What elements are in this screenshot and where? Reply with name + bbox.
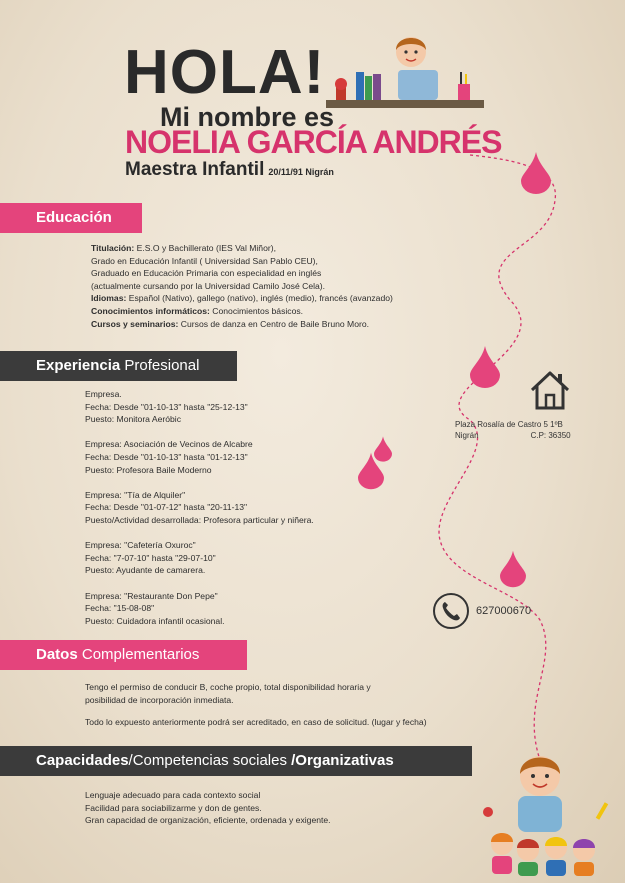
address-block	[455, 419, 571, 441]
teacher-kids-illustration	[480, 752, 620, 877]
pink-drop-icon	[500, 550, 526, 588]
birth-date-place: 20/11/91 Nigrán	[268, 167, 334, 177]
experience-list	[85, 388, 314, 627]
greeting-heading: HOLA!	[124, 38, 326, 107]
job-date: Fecha: Desde "01-10-13" hasta "25-12-13"	[85, 401, 248, 412]
experience-title-bold: Experiencia	[36, 357, 121, 374]
titulacion-label: Titulación:	[91, 243, 135, 253]
idiomas-label: Idiomas:	[91, 293, 127, 304]
address-line: Plaza Rosalía de Castro 5 1ºB	[455, 420, 563, 429]
job-company: Empresa: "Cafetería Oxuroc"	[85, 540, 196, 551]
titulacion-value: E.S.O y Bachillerato (IES Val Miñor),	[134, 243, 276, 253]
job-position: Puesto/Actividad desarrollada: Profesora particular y niñera.	[85, 514, 314, 525]
profession: Maestra Infantil	[125, 159, 265, 180]
job-entry	[85, 590, 314, 628]
job-company: Empresa.	[85, 389, 122, 399]
pink-drop-icon	[521, 152, 551, 194]
pink-drop-icon	[358, 452, 384, 490]
experience-title-rest: Profesional	[120, 357, 200, 374]
extra-details	[85, 681, 427, 729]
education-line: Graduado en Educación Primaria con especialidad en inglés	[91, 268, 322, 279]
informatica-value: Conocimientos básicos.	[209, 305, 304, 316]
skills-section-title	[0, 746, 472, 776]
intro-text: Mi nombre es	[160, 102, 335, 132]
home-icon	[528, 368, 572, 412]
skill-line: Gran capacidad de organización, eficiente, ordenada y exigente.	[85, 815, 331, 826]
job-company: Empresa: "Restaurante Don Pepe"	[85, 590, 218, 601]
experience-section-title	[0, 351, 237, 381]
idiomas-value: Español (Nativo), gallego (nativo), inglés (medio), francés (avanzado)	[126, 293, 393, 304]
extra-line: Todo lo expuesto anteriormente podrá ser acreditado, en caso de solicitud. (lugar y fecha)	[85, 717, 427, 728]
job-entry	[85, 388, 314, 426]
pink-drop-icon	[470, 346, 500, 388]
extra-title-bold: Datos	[36, 646, 78, 663]
phone-number: 627000670	[476, 605, 532, 617]
skill-line: Lenguaje adecuado para cada contexto social	[85, 790, 261, 800]
job-entry	[85, 489, 314, 527]
job-company: Empresa: "Tía de Alquiler"	[85, 489, 186, 500]
cursos-value: Cursos de danza en Centro de Baile Bruno Moro.	[178, 318, 370, 329]
informatica-label: Conocimientos informáticos:	[91, 305, 210, 316]
skills-title-b: /Competencias sociales	[128, 752, 292, 769]
job-date: Fecha: "15-08-08"	[85, 603, 155, 614]
job-position: Puesto: Profesora Baile Moderno	[85, 464, 212, 475]
address-city: Nigrán	[455, 431, 479, 440]
teacher-illustration	[326, 32, 486, 112]
phone-icon	[432, 592, 470, 630]
education-line: Grado en Educación Infantil ( Universidad San Pablo CEU),	[91, 255, 318, 266]
skill-line: Facilidad para sociabilizarme y don de gentes.	[85, 802, 262, 813]
extra-line: posibilidad de incorporación inmediata.	[85, 694, 234, 705]
address-postal: C.P: 36350	[530, 431, 571, 440]
extra-section-title	[0, 640, 247, 670]
profession-line	[125, 160, 334, 179]
extra-line: Tengo el permiso de conducir B, coche propio, total disponibilidad horaria y	[85, 682, 371, 692]
job-position: Puesto: Ayudante de camarera.	[85, 565, 206, 576]
education-line: (actualmente cursando por la Universidad Camilo José Cela).	[91, 280, 326, 291]
education-details	[91, 242, 393, 330]
candidate-name: NOELIA GARCÍA ANDRÉS	[125, 124, 502, 160]
job-date: Fecha: Desde "01-07-12" hasta "20-11-13"	[85, 502, 248, 513]
job-entry	[85, 438, 314, 476]
skills-title-c: /Organizativas	[291, 752, 394, 769]
extra-title-rest: Complementarios	[77, 646, 200, 663]
cursos-label: Cursos y seminarios:	[91, 318, 179, 329]
education-section-title	[0, 203, 142, 233]
education-title: Educación	[36, 209, 112, 226]
job-position: Puesto: Cuidadora infantil ocasional.	[85, 615, 225, 626]
skills-title-a: Capacidades	[36, 752, 129, 769]
job-entry	[85, 539, 314, 577]
job-position: Puesto: Monitora Aeróbic	[85, 414, 182, 425]
skills-list	[85, 789, 331, 827]
job-date: Fecha: "7-07-10" hasta "29-07-10"	[85, 552, 216, 563]
job-company: Empresa: Asociación de Vecinos de Alcabre	[85, 439, 253, 450]
job-date: Fecha: Desde "01-10-13" hasta "01-12-13"	[85, 451, 248, 462]
